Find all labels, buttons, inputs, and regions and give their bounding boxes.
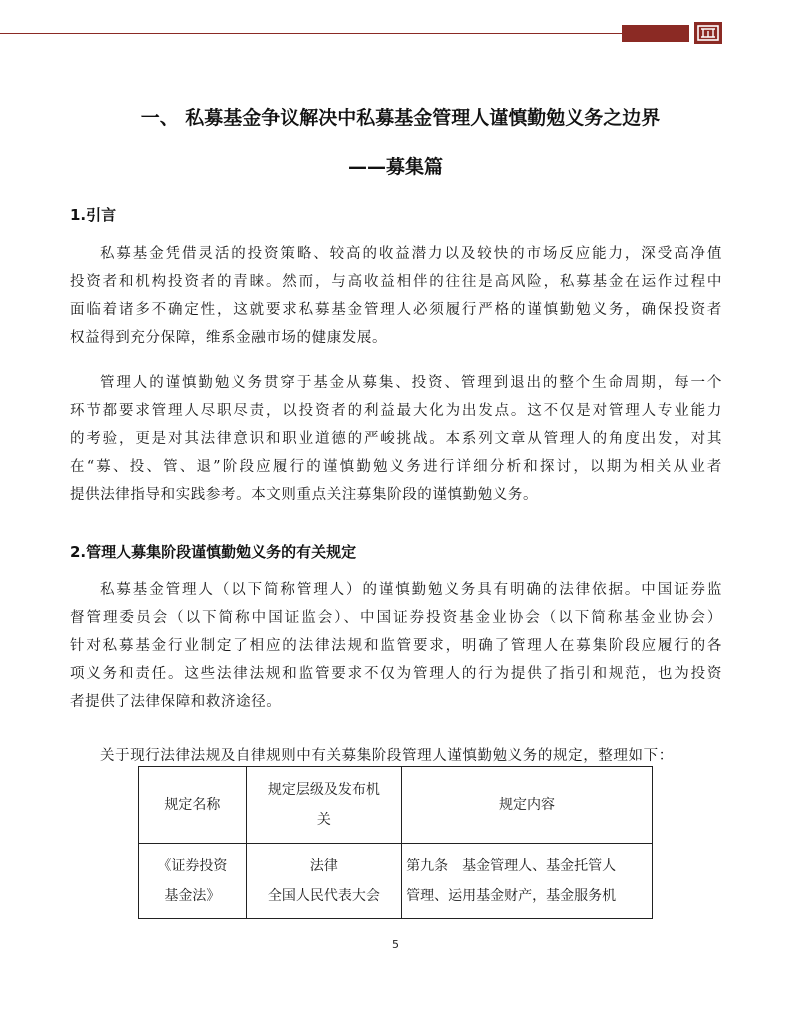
header-line: 关 (316, 812, 331, 828)
text-line: 者提供了法律保障和救济途径。 (70, 694, 282, 710)
document-subtitle: ——募集篇 (347, 156, 443, 178)
cell-regulation-name (139, 844, 247, 919)
document-title: 一、 私募基金争议解决中私募基金管理人谨慎勤勉义务之边界 (140, 107, 661, 129)
paragraph (70, 576, 722, 716)
page-number: 5 (392, 938, 399, 951)
column-header-content: 规定内容 (402, 767, 653, 844)
cell-line: 全国人民代表大会 (267, 888, 380, 904)
text-line: 投资者和机构投资者的青睐。然而，与高收益相伴的往往是高风险，私募基金在运作过程中 (70, 274, 722, 290)
text-line: 环节都要求管理人尽职尽责，以投资者的利益最大化为出发点。这不仅是对管理人专业能力 (70, 403, 722, 419)
cell-line: 基金法》 (164, 888, 221, 904)
table-header-row (139, 767, 653, 844)
text-line: 针对私募基金行业制定了相应的法律法规和监管要求，明确了管理人在募集阶段应履行的各 (70, 638, 722, 654)
table-row (139, 844, 653, 919)
regulations-table (138, 766, 653, 919)
text-line: 督管理委员会（以下简称中国证监会）、中国证券投资基金业协会（以下简称基金业协会） (70, 610, 722, 626)
section-heading-regulations: 2.管理人募集阶段谨慎勤勉义务的有关规定 (70, 543, 357, 561)
text-line: 项义务和责任。这些法律法规和监管要求不仅为管理人的行为提供了指引和规范，也为投资 (70, 666, 722, 682)
cell-regulation-content (402, 844, 653, 919)
text-line: 面临着诸多不确定性，这就要求私募基金管理人必须履行严格的谨慎勤勉义务，确保投资者 (70, 302, 722, 318)
text-line: 私募基金管理人（以下简称管理人）的谨慎勤勉义务具有明确的法律依据。中国证券监 (100, 582, 722, 598)
text-line: 关于现行法律法规及自律规则中有关募集阶段管理人谨慎勤勉义务的规定，整理如下： (100, 748, 674, 764)
text-line: 的考验，更是对其法律意识和职业道德的严峻挑战。本系列文章从管理人的角度出发，对其 (70, 431, 722, 447)
text-line: 在“募、投、管、退”阶段应履行的谨慎勤勉义务进行详细分析和探讨，以期为相关从业者 (70, 459, 722, 475)
cell-line: 管理、运用基金财产，基金服务机 (406, 888, 617, 904)
firm-logo-icon (694, 22, 722, 44)
cell-line: 法律 (309, 858, 338, 874)
header-line: 规定层级及发布机 (267, 782, 380, 798)
header-rule (0, 33, 622, 34)
column-header-level (246, 767, 401, 844)
section-heading-introduction: 1.引言 (70, 206, 117, 224)
header-accent-bar (622, 25, 689, 42)
paragraph (70, 240, 722, 352)
text-line: 提供法律指导和实践参考。本文则重点关注募集阶段的谨慎勤勉义务。 (70, 487, 539, 503)
text-line: 权益得到充分保障，维系金融市场的健康发展。 (70, 330, 388, 346)
paragraph (70, 369, 722, 509)
text-line: 私募基金凭借灵活的投资策略、较高的收益潜力以及较快的市场反应能力，深受高净值 (100, 246, 722, 262)
header-divider (689, 25, 693, 42)
cell-line: 第九条 基金管理人、基金托管人 (406, 858, 617, 874)
column-header-name: 规定名称 (139, 767, 247, 844)
cell-line: 《证券投资 (157, 858, 228, 874)
cell-regulation-level (246, 844, 401, 919)
text-line: 管理人的谨慎勤勉义务贯穿于基金从募集、投资、管理到退出的整个生命周期，每一个 (100, 375, 722, 391)
